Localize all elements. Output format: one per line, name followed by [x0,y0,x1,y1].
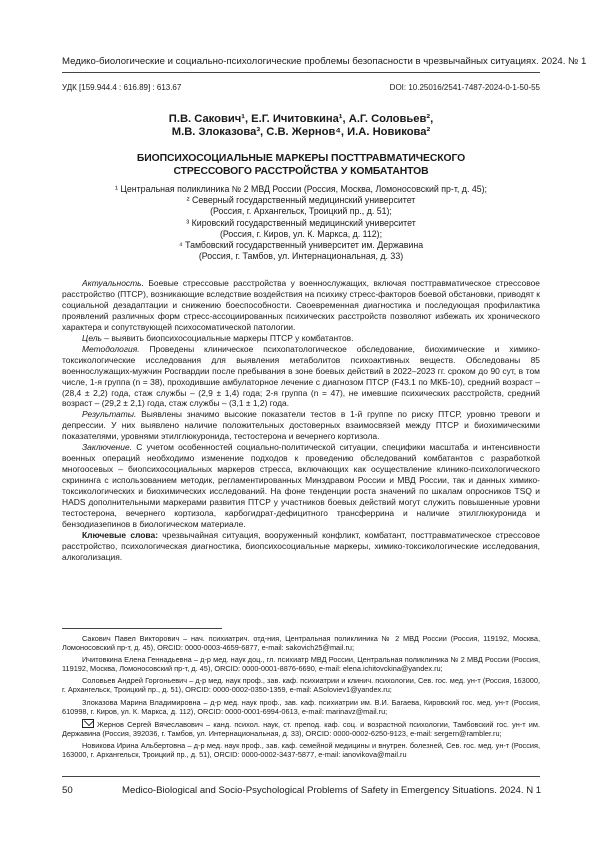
aim-text: – выявить биопсихосоциальные маркеры ПТСР у комбатантов. [101,332,354,343]
affiliations [62,184,540,262]
title-line-1: БИОПСИХОСОЦИАЛЬНЫЕ МАРКЕРЫ ПОСТТРАВМАТИЧЕСКОГО [136,153,466,164]
affiliation-line: (Россия, г. Тамбов, ул. Интернациональная, д. 33) [198,251,404,262]
keywords-text: чрезвычайная ситуация, вооруженный конфликт, комбатант, посттравматическое стрессовое расстройство, психологическая диагностика, биопсихосоциальные маркеры, химико-токсикологические исследования, алкоголизация. [62,529,540,562]
footnote-item-corresponding [62,719,540,738]
aim-label: Цель [82,332,102,343]
abstract-methods [62,344,540,410]
conclusion-label: Заключение. [82,442,133,453]
abstract [62,278,540,563]
conclusion-text: С учетом особенностей социально-политической ситуации, специфики масштаба и интенсивности военных операций необходимо изменение подходов к проведению обследований комбатантов с разработкой многоосевых – биопсихосоциальных маркеров стресса, включающих как осуществление клинико-психологического скрининга с использованием методик, регламентированных Минздравом России и МВД России, так и данных химико-токсикологических и биохимических исследований. На фоне тенденции роста значений по шкалам опросников TSQ и HADS дополнительными маркерами развития ПТСР у участников боевых действий могут служить повышенные уровни тестостерона, вечернего кортизола, карбогидрат-дефицитного трансферрина и наличие этилглюкуронида и бензодиазепинов в биологическом материале. [62,442,540,529]
udk-code: УДК [159.944.4 : 616.89] : 613.67 [62,83,182,92]
footnote-text: Жернов Сергей Вячеславович – канд. психол. наук, ст. препод. каф. соц. и возрастной психологии, Тамбовский гос. ун-т им. Державина (Россия, 392036, г. Тамбов, ул. Интернациональная, д. 33), ORCID: 0000-0002-6250-9123, e-mail: sergern@rambler.ru; [62,719,540,738]
methods-label: Методология. [82,343,140,354]
footnote-item: Сакович Павел Викторович – нач. психиатрич. отд-ния, Центральная поликлиника № 2 МВД России (Россия, 119192, Москва, Ломоносовский пр-т, д. 45), ORCID: 0000-0003-4659-6877, e-mail: sakovich25@mail.ru; [62,634,540,653]
abstract-relevance [62,278,540,333]
relevance-text: Боевые стрессовые расстройства у военнослужащих, включая посттравматическое стрессовое расстройство (ПТСР), возникающие вследствие воздействия на психику стресс-факторов боевой обстановки, приводят к социальной дезадаптации и снижению боеспособности. Своевременная диагностика и последующая профилактика проявлений различных форм стресс-ассоциированных психических расстройств позволяют избежать их хронического характера и сопутствующей психосоматической патологии. [62,278,540,332]
article-title [62,152,540,178]
envelope-icon [82,719,94,728]
affiliation-line: ³ Кировский государственный медицинский университет [186,217,416,228]
abstract-results [62,409,540,442]
abstract-aim [62,333,540,344]
results-label: Результаты. [82,409,137,420]
affiliation-line: (Россия, г. Киров, ул. К. Маркса, д. 112); [219,228,383,239]
footnote-item: Соловьев Андрей Горгоньевич – д-р мед. наук проф., зав. каф. психиатрии и клинич. психологии, Сев. гос. мед. ун-т (Россия, 163000, г. Архангельск, Троицкий пр., д. 51), ORCID: 0000-0002-0350-1359, e-mail: ASoloviev1@yandex.ru; [62,676,540,695]
running-header: Медико-биологические и социально-психологические проблемы безопасности в чрезвычайных ситуациях. 2024. № 1 [62,56,587,67]
affiliation-line: ⁴ Тамбовский государственный университет им. Державина [178,240,424,251]
footnote-item: Злоказова Марина Владимировна – д-р мед. наук проф., зав. каф. психиатрии им. В.И. Багаева, Кировский гос. мед. ун-т (Россия, 610998, г. Киров, ул. К. Маркса, д. 112), ORCID: 0000-0001-6994-0613, e-mail: marinavz@mail.ru; [62,697,540,716]
abstract-conclusion [62,442,540,530]
affiliation-line: ¹ Центральная поликлиника № 2 МВД России (Россия, Москва, Ломоносовский пр-т, д. 45); [115,184,487,194]
page-number: 50 [62,785,73,796]
footer-journal-title: Medico-Biological and Socio-Psychological Problems of Safety in Emergency Situations. 2024. N 1 [122,785,542,796]
doi: DOI: 10.25016/2541-7487-2024-0-1-50-55 [389,83,540,92]
header-rule [62,72,540,73]
methods-text: Проведены клиническое психопатологическое обследование, биохимические и химико-токсикологические исследования для выявления метаболитов психоактивных веществ. Обследованы 85 военнослужащих-мужчин Росгвардии после пребывания в зоне боевых действий в 2022–2023 гг. сроком до 90 сут, в том числе, 1-я группа (n = 38), проходившие амбулаторное лечение с диагнозом ПТСР (F43.1 по МКБ-10), средний возраст – (28,4 ± 2,2) года, стаж службы – (2,9 ± 1,4) года; 2-я группа (n = 47), не имевшие психических расстройств, средний возраст – (29,2 ± 2,1) года, стаж службы – (3,1 ± 1,2) года. [62,343,540,409]
affiliation-line: (Россия, г. Архангельск, Троицкий пр., д. 51); [210,206,392,217]
footnote-rule [62,628,222,629]
affiliation-line: ² Северный государственный медицинский университет [186,195,416,206]
keywords-label: Ключевые слова: [82,529,159,540]
abstract-keywords [62,530,540,563]
authors-line-1: П.В. Сакович¹, Е.Г. Ичитовкина¹, А.Г. Соловьев², [168,113,434,125]
authors-line-2: М.В. Злоказова³, С.В. Жернов⁴, И.А. Новикова² [171,126,431,138]
footnote-item: Ичитовкина Елена Геннадьевна – д-р мед. наук доц., гл. психиатр МВД России, Центральная поликлиника № 2 МВД России (Россия, 119192, Москва, Ломоносовский пр-т, д. 45), ORCID: 0000-0001-8876-6690, e-mail: elena.ichitovckina@yandex.ru; [62,655,540,674]
title-line-2: СТРЕССОВОГО РАССТРОЙСТВА У КОМБАТАНТОВ [173,166,429,177]
footnote-item: Новикова Ирина Альбертовна – д-р мед. наук проф., зав. каф. семейной медицины и внутрен. болезней, Сев. гос. мед. ун-т (Россия, 163000, г. Архангельск, Троицкий пр., д. 51), ORCID: 0000-0002-3437-5877, e-mail: ianovikova@mail.ru [62,740,540,760]
relevance-label: Актуальность. [82,278,144,288]
author-footnotes [62,634,540,762]
results-text: Выявлены значимо высокие показатели тестов в 1-й группе по риску ПТСР, уровню тревоги и депрессии. У них выявлено наличие положительных достоверных взаимосвязей между ПТСР и биохимическими показателями, уровнями этилглюкуронида, тестостерона и вечернего кортизола. [62,409,540,442]
author-list [62,113,540,139]
footer-rule [62,776,540,777]
